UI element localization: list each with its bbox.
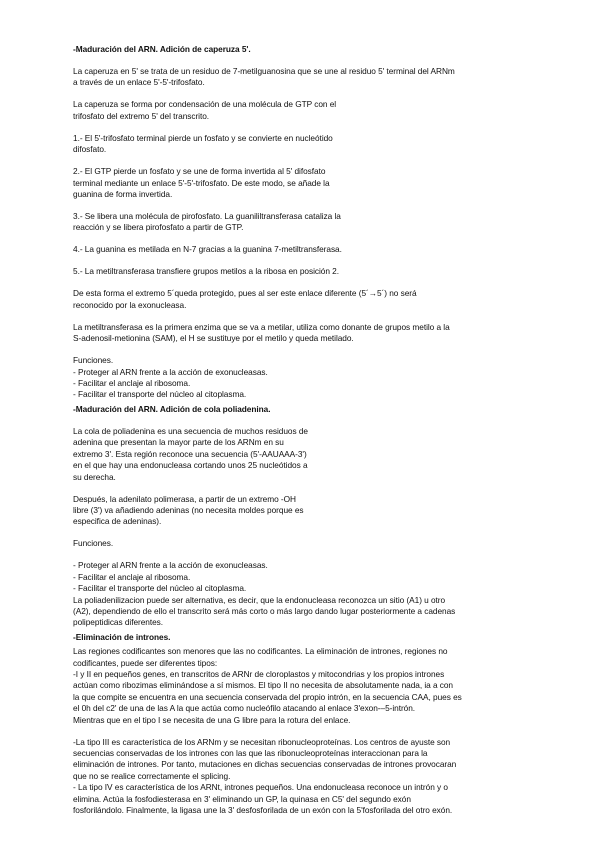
text-line: - Facilitar el anclaje al ribosoma. bbox=[73, 571, 191, 582]
text-line: Mientras que en el tipo I se necesita de una G libre para la rotura del enlace. bbox=[73, 714, 351, 725]
paragraph bbox=[73, 355, 553, 401]
section-heading: -Maduración del ARN. Adición de caperuza 5'. bbox=[73, 44, 251, 54]
section-heading: -Maduración del ARN. Adición de cola poliadenina. bbox=[73, 403, 271, 414]
text-line: 3.- Se libera una molécula de pirofosfato. La guanililtransferasa cataliza la bbox=[73, 211, 341, 222]
text-line: polipeptidicas diferentes. bbox=[73, 617, 164, 628]
text-line: La cola de poliadenina es una secuencia de muchos residuos de bbox=[73, 425, 308, 436]
text-line: Funciones. bbox=[73, 355, 114, 366]
text-line: secuencias conservadas de los intrones con las que las ribonucleoproteínas interaccionan para la bbox=[73, 748, 428, 758]
text-line: terminal mediante un enlace 5'-5'-trifosfato. De este modo, se añade la bbox=[73, 177, 330, 188]
paragraph bbox=[73, 266, 553, 277]
document-page bbox=[73, 44, 553, 816]
text-line: - Facilitar el transporte del núcleo al citoplasma. bbox=[73, 583, 247, 594]
text-line: libre (3') va añadiendo adeninas (no necesita moldes porque es bbox=[73, 504, 304, 515]
text-line: actúan como ribozimas eliminándose a sí mismos. El tipo II no necesita de absolutamente nada, ia a con bbox=[73, 680, 453, 691]
text-line: 2.- El GTP pierde un fosfato y se une de forma invertida al 5' difosfato bbox=[73, 166, 326, 177]
paragraph bbox=[73, 133, 553, 156]
text-line: Después, la adenilato polimerasa, a partir de un extremo -OH bbox=[73, 493, 296, 504]
text-line: La metiltransferasa es la primera enzima que se va a metilar, utiliza como donante de grupos metilo a la bbox=[73, 321, 450, 332]
text-line: guanina de forma invertida. bbox=[73, 189, 173, 200]
text-line: - Facilitar el anclaje al ribosoma. bbox=[73, 378, 191, 389]
paragraph bbox=[73, 426, 553, 483]
text-line: adenina que presentan la mayor parte de los ARNm en su bbox=[73, 437, 284, 448]
text-line: a través de un enlace 5'-5'-trifosfato. bbox=[73, 77, 205, 88]
text-line: La caperuza en 5' se trata de un residuo de 7-metilguanosina que se une al residuo 5' terminal del ARNm bbox=[73, 66, 455, 76]
text-line: el 0h del c2' de una de las A la que actúa como nucleófilo atacando al enlace 3'exon-–5-intrón. bbox=[73, 703, 416, 714]
text-line: difosfato. bbox=[73, 144, 107, 155]
paragraph bbox=[73, 322, 553, 345]
section-heading: -Eliminación de intrones. bbox=[73, 631, 171, 642]
text-line: 4.- La guanina es metilada en N-7 gracias a la guanina 7-metiltransferasa. bbox=[73, 244, 342, 255]
paragraph bbox=[73, 737, 553, 817]
paragraph bbox=[73, 560, 553, 628]
text-line: 5.- La metiltransferasa transfiere grupos metilos a la ribosa en posición 2. bbox=[73, 266, 339, 277]
text-line: La caperuza se forma por condensación de una molécula de GTP con el bbox=[73, 99, 337, 110]
paragraph bbox=[73, 244, 553, 255]
text-line: fosforilándolo. Finalmente, la ligasa une la 3' desfosforilada de un exón con la 5'fosforilada del otro exón. bbox=[73, 805, 453, 816]
text-line: Las regiones codificantes son menores que las no codificantes. La eliminación de intrones, regiones no bbox=[73, 646, 448, 657]
text-line: S-adenosil-metionina (SAM), el H se sustituye por el metilo y queda metilado. bbox=[73, 333, 354, 344]
text-line: su derecha. bbox=[73, 471, 116, 482]
paragraph bbox=[73, 494, 553, 528]
paragraph bbox=[73, 166, 553, 200]
paragraph bbox=[73, 538, 553, 549]
text-line: -La tipo III es característica de los ARNm y se necesitan ribonucleoproteínas. Los centros de ayuste son bbox=[73, 736, 451, 747]
text-line: 1.- El 5'-trifosfato terminal pierde un fosfato y se convierte en nucleótido bbox=[73, 132, 333, 143]
text-line: reconocido por la exonucleasa. bbox=[73, 299, 187, 310]
text-line: eliminación de intrones. Por tanto, mutaciones en dichas secuencias conservadas de intrones provocaran bbox=[73, 759, 457, 770]
text-line: La poliadenilizacion puede ser alternativa, es decir, que la endonucleasa reconozca un sitio (A1) u otro bbox=[73, 594, 446, 605]
paragraph bbox=[73, 646, 553, 726]
paragraph bbox=[73, 211, 553, 234]
text-line: extremo 3'. Esta región reconoce una secuencia (5'-AAUAAA-3') bbox=[73, 448, 307, 459]
text-line: - Proteger al ARN frente a la acción de exonucleasas. bbox=[73, 560, 268, 571]
text-line: trifosfato del extremo 5' del transcrito. bbox=[73, 110, 210, 121]
text-line: - Facilitar el transporte del núcleo al citoplasma. bbox=[73, 389, 247, 400]
text-line: elimina. Actúa la fosfodiesterasa en 3' eliminando un GP, la quinasa en C5' del segundo exón bbox=[73, 793, 411, 804]
text-line: - La tipo IV es característica de los ARNt, intrones pequeños. Una endonucleasa reconoce un intrón y o bbox=[73, 782, 448, 793]
text-line: codificantes, puede ser diferentes tipos: bbox=[73, 657, 218, 668]
text-line: especifica de adeninas). bbox=[73, 516, 162, 527]
text-line: reacción y se libera pirofosfato a partir de GTP. bbox=[73, 222, 244, 233]
text-line: que no se realice correctamente el splicing. bbox=[73, 770, 231, 781]
text-line: De esta forma el extremo 5´queda protegido, pues al ser este enlace diferente (5´→5´) no será bbox=[73, 288, 417, 299]
paragraph bbox=[73, 66, 553, 89]
text-line: (A2), dependiendo de ello el transcrito será más corto o más largo dando lugar posteriormente a cadenas bbox=[73, 605, 456, 616]
text-line: -I y II en pequeños genes, en transcritos de ARNr de cloroplastos y mitocondrias y los propios intrones bbox=[73, 668, 445, 679]
text-line: Funciones. bbox=[73, 538, 114, 549]
paragraph bbox=[73, 288, 553, 311]
text-line: la que compite se encuentra en una secuencia conservada del propio intrón, en la secuencia CAA, pues es bbox=[73, 691, 462, 702]
paragraph bbox=[73, 99, 553, 122]
text-line: en el que hay una endonucleasa cortando unos 25 nucleótidos a bbox=[73, 460, 308, 471]
text-line: - Proteger al ARN frente a la acción de exonucleasas. bbox=[73, 366, 268, 377]
